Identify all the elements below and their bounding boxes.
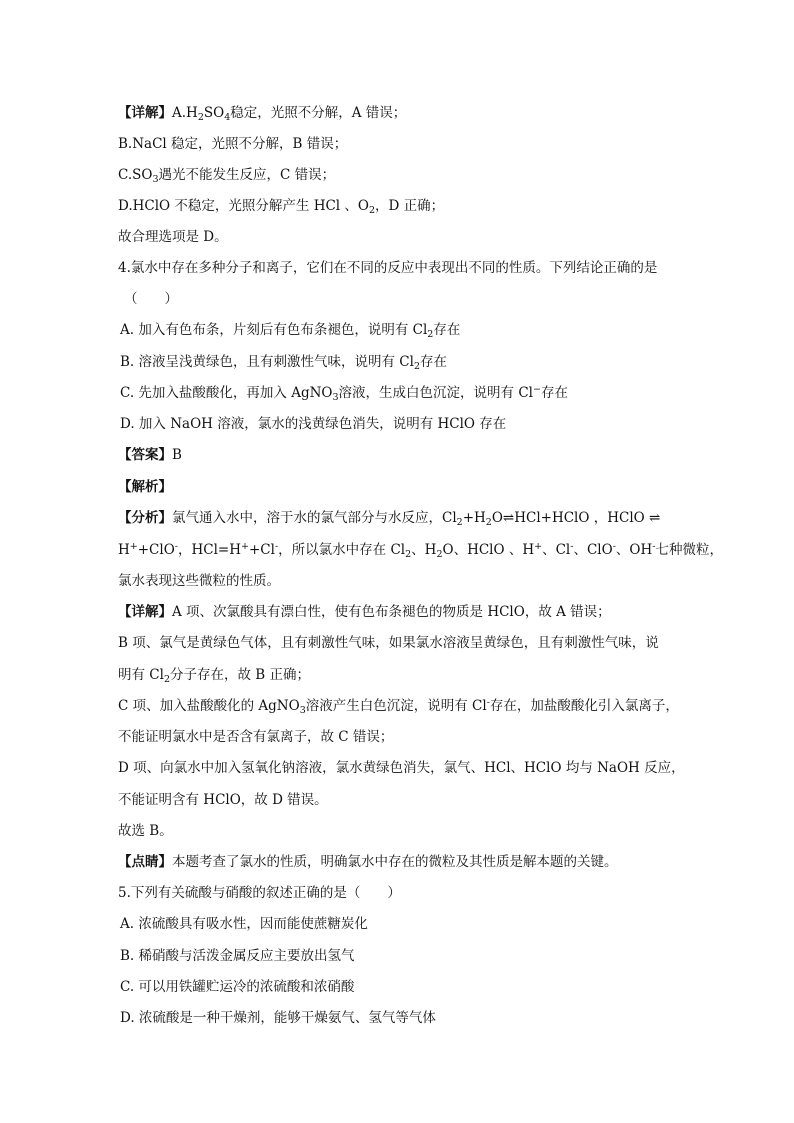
superscript: -	[174, 541, 178, 552]
text: ，所以氯水中存在 Cl	[278, 542, 406, 558]
text: 七种微粒，	[655, 542, 723, 558]
text: 稳定，光照不分解，A 错误；	[230, 105, 407, 121]
bracket: 【	[118, 604, 132, 620]
answer	[118, 445, 182, 465]
conclusion-2: 故选 B。	[118, 823, 173, 839]
label-xiangjie: 详解	[131, 105, 159, 121]
question-4-option-d: D. 加入 NaOH 溶液，氯水的浅黄绿色消失，说明有 HClO 存在	[120, 416, 507, 432]
question-5-stem: 5.下列有关硫酸与硝酸的叙述正确的是（ ）	[118, 885, 401, 901]
subscript: 2	[485, 517, 492, 528]
superscript: -	[612, 541, 616, 552]
subscript: 4	[224, 112, 231, 123]
text: O⇌HCl+HClO ，HClO ⇌	[491, 510, 661, 526]
text: 溶液产生白色沉淀，说明有 Cl	[305, 698, 487, 714]
question-4-option-c	[120, 383, 568, 403]
conclusion-1: 故合理选项是 D。	[118, 229, 228, 245]
explanation-b: B.NaCl 稳定，光照不分解，B 错误；	[118, 136, 348, 152]
text: A. 加入有色布条，片刻后有色布条褪色，说明有 Cl	[120, 322, 428, 338]
text: 存在，加盐酸酸化引入氯离子，	[489, 698, 679, 714]
detail-c-1	[118, 696, 679, 716]
analysis-line-1	[118, 508, 660, 528]
bracket: 】	[158, 854, 172, 870]
text: 遇光不能发生反应，C 错误；	[158, 167, 336, 183]
text: 溶液，生成白色沉淀，说明有 Cl	[338, 385, 533, 401]
text: 存在	[540, 385, 568, 401]
superscript: -	[652, 541, 656, 552]
text: +H	[462, 510, 486, 526]
text: 、OH	[615, 542, 653, 558]
analysis-line-3: 氯水表现这些微粒的性质。	[118, 573, 280, 589]
text: 存在	[433, 322, 461, 338]
text: C. 先加入盐酸酸化，再加入 AgNO	[120, 385, 333, 401]
explanation-detail-a	[118, 103, 406, 123]
detail-a	[118, 602, 611, 622]
text: 存在	[420, 354, 447, 370]
bracket: 】	[158, 604, 172, 620]
question-5-option-c: C. 可以用铁罐贮运冷的浓硫酸和浓硝酸	[120, 979, 355, 995]
text: 氯气通入水中，溶于水的氯气部分与水反应，Cl	[172, 510, 457, 526]
detail-d-2: 不能证明含有 HClO，故 D 错误。	[118, 792, 328, 808]
subscript: 3	[299, 705, 306, 716]
question-5-option-b: B. 稀硝酸与活泼金属反应主要放出氢气	[120, 948, 355, 964]
bracket: 】	[158, 510, 172, 526]
question-5-option-d: D. 浓硫酸是一种干燥剂，能够干燥氨气、氢气等气体	[120, 1010, 436, 1026]
text: 本题考查了氯水的性质，明确氯水中存在的微粒及其性质是解本题的关键。	[172, 854, 618, 870]
label-dianjing: 点睛	[131, 854, 159, 870]
bracket: 】	[158, 447, 172, 463]
question-4-option-b	[120, 352, 447, 372]
question-4-option-a	[120, 320, 460, 340]
subscript: 2	[405, 549, 412, 560]
label-daan: 答案	[131, 447, 159, 463]
bracket: 】	[158, 105, 172, 121]
bracket: 【	[118, 479, 132, 495]
bracket: 【	[118, 510, 132, 526]
text: A 项、次氯酸具有漂白性，使有色布条褪色的物质是 HClO，故 A 错误；	[172, 604, 611, 620]
bracket: 【	[118, 447, 132, 463]
text: D.HClO 不稳定，光照分解产生 HCl 、O	[118, 198, 369, 214]
superscript: -	[570, 541, 574, 552]
text: 、H	[411, 542, 437, 558]
text: 明有 Cl	[118, 667, 164, 683]
subscript: 2	[368, 205, 376, 216]
detail-d-1: D 项、向氯水中加入氢氧化钠溶液，氯水黄绿色消失，氯气、HCl、HClO 均与 NaOH 反应，	[118, 760, 685, 776]
explanation-d	[118, 196, 444, 216]
superscript: +	[129, 541, 138, 552]
answer-value: B	[172, 447, 182, 463]
subscript: 2	[436, 549, 443, 560]
question-4-stem: 4.氯水中存在多种分子和离子，它们在不同的反应中表现出不同的性质。下列结论正确的是	[118, 260, 658, 276]
text: +Cl	[248, 542, 275, 558]
bracket: 【	[118, 105, 132, 121]
text: ，D 正确；	[375, 198, 445, 214]
label-jiexi: 解析	[131, 479, 159, 495]
text: O、HClO 、H	[442, 542, 535, 558]
subscript: 3	[332, 392, 339, 403]
label-xiangjie: 详解	[131, 604, 159, 620]
text: 、ClO	[573, 542, 613, 558]
subscript: 2	[163, 674, 170, 685]
bracket: 【	[118, 854, 132, 870]
text: 、Cl	[542, 542, 571, 558]
text: B. 溶液呈浅黄绿色，且有刺激性气味，说明有 Cl	[120, 354, 414, 370]
superscript: -	[486, 697, 490, 708]
superscript: −	[533, 384, 541, 395]
text: H	[118, 542, 130, 558]
text: ，HCl=H	[178, 542, 242, 558]
text: 分子存在，故 B 正确；	[170, 667, 311, 683]
explanation-c	[118, 165, 335, 185]
text: C.SO	[118, 167, 153, 183]
bracket: 】	[158, 479, 172, 495]
superscript: +	[241, 541, 249, 552]
text: SO	[203, 105, 225, 121]
superscript: +	[534, 541, 543, 552]
subscript: 2	[413, 361, 420, 372]
text: C 项、加入盐酸酸化的 AgNO	[118, 698, 300, 714]
question-4-paren: （ ）	[124, 291, 178, 307]
text: A.H	[172, 105, 198, 121]
analysis-heading	[118, 477, 172, 497]
subscript: 2	[197, 112, 204, 123]
superscript: -	[274, 541, 279, 552]
subscript: 2	[427, 329, 434, 340]
text: +ClO	[137, 542, 175, 558]
label-fenxi: 分析	[131, 510, 159, 526]
detail-b-2	[118, 665, 310, 685]
key-point	[118, 852, 618, 872]
detail-b-1: B 项、氯气是黄绿色气体，且有刺激性气味，如果氯水溶液呈黄绿色，且有刺激性气味，说	[118, 635, 659, 651]
detail-c-2: 不能证明氯水中是否含有氯离子，故 C 错误；	[118, 729, 394, 745]
subscript: 2	[456, 517, 463, 528]
analysis-line-2	[118, 540, 723, 560]
question-5-option-a: A. 浓硫酸具有吸水性，因而能使蔗糖炭化	[120, 916, 368, 932]
subscript: 3	[152, 174, 159, 185]
